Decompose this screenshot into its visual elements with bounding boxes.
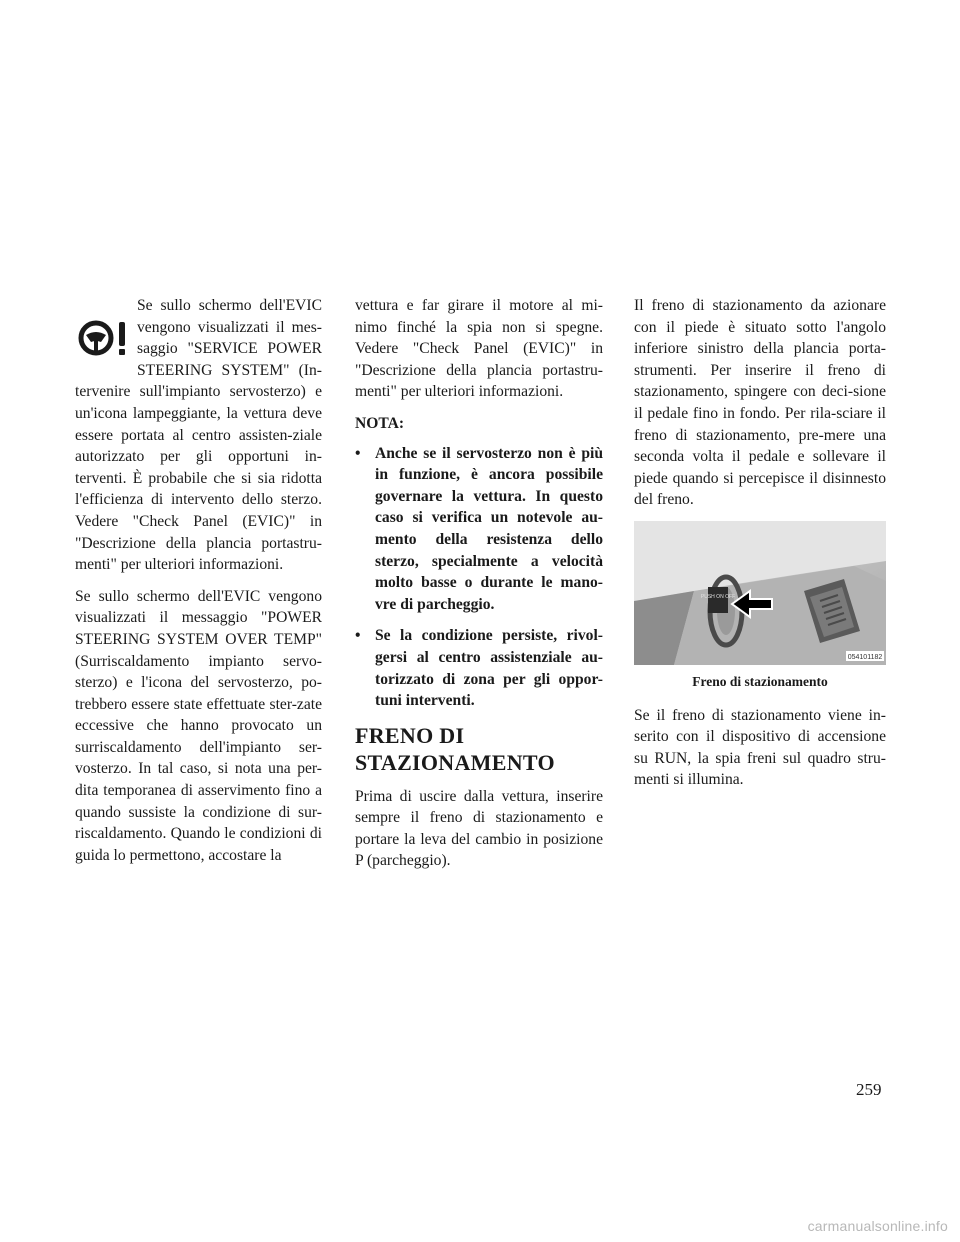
parking-brake-location-paragraph: Il freno di stazionamento da azionare con il piede è situato sotto l'angolo inferiore sinistro della plancia porta-strumenti. Per inserire il freno di stazionamento, spingere con deci-sione il pedale fino in fondo. Per rila-sciare il freno di stazionamento, pre-mere una seconda volta il pedale e sollevare il piede quando si percepisce il disinnesto del freno. <box>634 297 886 509</box>
note-bullets <box>355 443 603 712</box>
bullet-dot: • <box>355 444 361 462</box>
section-heading-parking-brake: FRENO DI STAZIONAMENTO <box>355 722 555 775</box>
bullet-dot: • <box>355 627 361 645</box>
watermark: carmanualsonline.info <box>807 1218 948 1234</box>
parking-brake-figure <box>634 521 886 693</box>
note-bullet-1 <box>355 443 603 616</box>
page-number: 259 <box>856 1080 882 1099</box>
note-bullet-2 <box>355 625 603 711</box>
evic-overtemp-paragraph: Se sullo schermo dell'EVIC vengono visualizzati il messaggio "POWER STEERING SYSTEM OVER TEMP" (Surriscaldamento impianto servo-sterzo) e l'icona del servosterzo, po-trebbero essere state effettuate ster-zate eccessive che hanno provocato un surriscaldamento dell'impianto ser-vosterzo. In tal caso, si nota una per-dita temporanea di asservimento fino a quando sussiste la condizione di sur-riscaldamento. Quando le condizioni di guida lo permettono, accostare la <box>75 587 322 864</box>
steering-warning-icon <box>75 295 137 381</box>
column-middle <box>355 295 603 882</box>
figure-label: PUSH ON OFF <box>700 593 736 600</box>
bullet-text: Se la condizione persiste, rivol-gersi al centro assistenziale au-torizzato di zona per gli oppor-tuni interventi. <box>375 627 603 710</box>
idle-engine-paragraph: vettura e far girare il motore al mi-nimo finché la spia non si spegne. Vedere "Check Panel (EVIC)" in "Descrizione della plancia portastru-menti" per ulteriori informazioni. <box>355 297 603 401</box>
figure-code: 054101182 <box>847 653 883 661</box>
evic-service-paragraph: Se sullo schermo dell'EVIC vengono visualizzati il mes-saggio "SERVICE POWER STEERING SYSTEM" (In-tervenire sull'impianto servosterzo) e un'icona lampeggiante, la vettura deve essere portata al centro assisten-ziale autorizzato per gli opportuni in-terventi. È probabile che si sia ridotta l'efficienza di intervento dello sterzo. Vedere "Check Panel (EVIC)" in "Descrizione della plancia portastru-menti" per ulteriori informazioni. <box>75 297 322 574</box>
steering-warning-block <box>75 295 322 576</box>
brake-light-paragraph: Se il freno di stazionamento viene in-serito con il dispositivo di accensione su RUN, la spia freni sul quadro stru-menti si illumina. <box>634 706 886 789</box>
column-right <box>634 295 886 801</box>
column-left <box>75 295 322 876</box>
parking-brake-photo <box>634 521 886 665</box>
bullet-text: Anche se il servosterzo non è più in funzione, è ancora possibile governare la vettura. In questo caso si verifica un notevole au-mento della resistenza dello sterzo, specialmente a velocità molto basse o durante le mano-vre di parcheggio. <box>375 444 603 613</box>
note-label: NOTA: <box>355 414 405 432</box>
figure-caption: Freno di stazionamento <box>692 673 828 689</box>
parking-brake-intro-paragraph: Prima di uscire dalla vettura, inserire sempre il freno di stazionamento e portare la leva del cambio in posizione P (parcheggio). <box>355 787 603 870</box>
